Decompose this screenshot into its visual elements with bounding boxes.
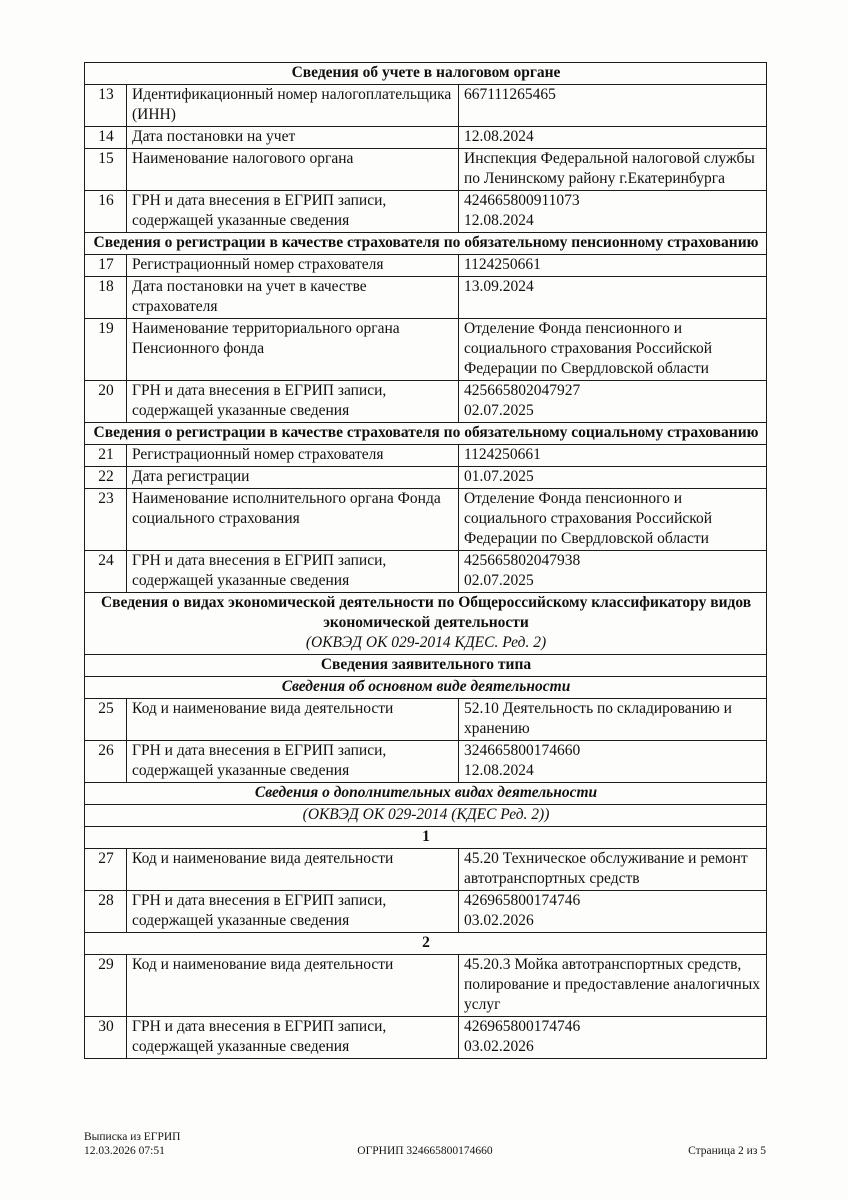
footer-ogrnip: ОГРНИП 324665800174660 <box>357 1144 493 1157</box>
row-label-cell <box>127 551 459 593</box>
row-number: 16 <box>98 192 114 209</box>
section-title <box>85 805 767 827</box>
row-value: 45.20 Техническое обслуживание и ремонт автотранспортных средств <box>464 850 748 887</box>
row-value: 324665800174660 <box>464 742 581 759</box>
row-number: 14 <box>98 128 114 145</box>
row-value-cell <box>459 85 767 127</box>
row-number: 29 <box>98 956 114 973</box>
row-number-cell <box>85 489 127 551</box>
row-number-cell <box>85 741 127 783</box>
section-title-text: Сведения об основном виде деятельности <box>281 678 571 695</box>
row-value-cell <box>459 849 767 891</box>
row-number-cell <box>85 255 127 277</box>
row-value-cell <box>459 277 767 319</box>
section-title <box>85 593 767 655</box>
table-row <box>85 191 767 233</box>
row-number-cell <box>85 381 127 423</box>
row-value-cell <box>459 741 767 783</box>
section-title <box>85 63 767 85</box>
section-header-row <box>85 933 767 955</box>
table-row <box>85 85 767 127</box>
row-label-cell <box>127 955 459 1017</box>
table-row <box>85 741 767 783</box>
section-header-row <box>85 677 767 699</box>
row-value: 426965800174746 <box>464 1018 581 1035</box>
table-row <box>85 1017 767 1059</box>
section-number <box>85 933 767 955</box>
section-header-row <box>85 655 767 677</box>
section-header-row <box>85 783 767 805</box>
table-row <box>85 891 767 933</box>
row-label: ГРН и дата внесения в ЕГРИП записи, содержащей указанные сведения <box>132 1018 387 1055</box>
row-label-cell <box>127 467 459 489</box>
row-value: 1124250661 <box>464 256 541 273</box>
row-value-line2: 03.02.2026 <box>464 912 534 929</box>
row-number-cell <box>85 191 127 233</box>
section-header-row <box>85 63 767 85</box>
table-row <box>85 277 767 319</box>
row-number-cell <box>85 445 127 467</box>
row-number: 28 <box>98 892 114 909</box>
row-number: 15 <box>98 150 114 167</box>
row-number: 18 <box>98 278 114 295</box>
row-label-cell <box>127 85 459 127</box>
row-label: Регистрационный номер страхователя <box>132 256 384 273</box>
row-value: 425665802047938 <box>464 552 581 569</box>
row-number-cell <box>85 551 127 593</box>
table-row <box>85 467 767 489</box>
row-value-line2: 02.07.2025 <box>464 572 534 589</box>
row-value: 667111265465 <box>464 86 556 103</box>
table-row <box>85 149 767 191</box>
table-row <box>85 445 767 467</box>
row-label: Дата регистрации <box>132 468 250 485</box>
row-label-cell <box>127 741 459 783</box>
section-header-row <box>85 827 767 849</box>
row-number: 20 <box>98 382 114 399</box>
row-number-cell <box>85 699 127 741</box>
row-value: 424665800911073 <box>464 192 580 209</box>
row-label: Наименование исполнительного органа Фонда социального страхования <box>132 490 441 527</box>
row-value-cell <box>459 255 767 277</box>
row-label: Код и наименование вида деятельности <box>132 850 394 867</box>
row-label-cell <box>127 445 459 467</box>
footer-page-indicator: Страница 2 из 5 <box>688 1144 766 1157</box>
table-row <box>85 699 767 741</box>
row-value: 426965800174746 <box>464 892 581 909</box>
row-label: ГРН и дата внесения в ЕГРИП записи, содержащей указанные сведения <box>132 742 387 779</box>
row-value-cell <box>459 191 767 233</box>
section-title-text: Сведения заявительного типа <box>320 656 532 673</box>
row-number-cell <box>85 849 127 891</box>
table-row <box>85 319 767 381</box>
row-number: 25 <box>98 700 114 717</box>
row-label-cell <box>127 489 459 551</box>
row-value-cell <box>459 445 767 467</box>
row-label: Идентификационный номер налогоплательщика (ИНН) <box>132 86 452 123</box>
row-value-cell <box>459 149 767 191</box>
section-header-row <box>85 593 767 655</box>
row-label-cell <box>127 319 459 381</box>
section-title-text: Сведения о дополнительных видах деятельности <box>254 784 598 801</box>
section-header-row <box>85 805 767 827</box>
row-value-cell <box>459 467 767 489</box>
row-value: 01.07.2025 <box>464 468 534 485</box>
row-label-cell <box>127 699 459 741</box>
section-subtitle-text: (ОКВЭД ОК 029-2014 КДЕС. Ред. 2) <box>305 634 547 651</box>
row-label-cell <box>127 849 459 891</box>
row-number-cell <box>85 277 127 319</box>
row-number: 26 <box>98 742 114 759</box>
section-number-text: 2 <box>422 934 430 951</box>
row-label-cell <box>127 149 459 191</box>
section-header-row <box>85 233 767 255</box>
row-value: 12.08.2024 <box>464 128 534 145</box>
row-value-cell <box>459 381 767 423</box>
table-row <box>85 955 767 1017</box>
section-title-text: Сведения о регистрации в качестве страхователя по обязательному пенсионному страхованию <box>93 234 759 251</box>
section-title-text: Сведения о видах экономической деятельности по Общероссийскому классификатору видов экономической деятельности <box>100 594 752 631</box>
table-row <box>85 127 767 149</box>
row-label: Код и наименование вида деятельности <box>132 956 394 973</box>
section-title-text: (ОКВЭД ОК 029-2014 (КДЕС Ред. 2)) <box>302 806 550 823</box>
row-value-cell <box>459 489 767 551</box>
row-value: 13.09.2024 <box>464 278 534 295</box>
footer-timestamp: 12.03.2026 07:51 <box>84 1144 165 1157</box>
row-label: Дата постановки на учет <box>132 128 296 145</box>
row-number: 27 <box>98 850 114 867</box>
row-number: 17 <box>98 256 114 273</box>
row-value-cell <box>459 1017 767 1059</box>
row-value-line2: 03.02.2026 <box>464 1038 534 1055</box>
section-title-text: Сведения о регистрации в качестве страхователя по обязательному социальному страхованию <box>93 424 759 441</box>
row-label-cell <box>127 255 459 277</box>
row-label-cell <box>127 191 459 233</box>
table-row <box>85 255 767 277</box>
section-title <box>85 655 767 677</box>
row-number-cell <box>85 149 127 191</box>
row-number-cell <box>85 891 127 933</box>
row-value: Инспекция Федеральной налоговой службы по Ленинскому району г.Екатеринбурга <box>464 150 755 187</box>
row-label-cell <box>127 277 459 319</box>
row-number: 30 <box>98 1018 114 1035</box>
section-number-text: 1 <box>422 828 430 845</box>
row-label: Наименование территориального органа Пенсионного фонда <box>132 320 400 357</box>
row-value-line2: 12.08.2024 <box>464 762 534 779</box>
row-value: Отделение Фонда пенсионного и социального страхования Российской Федерации по Свердловской области <box>464 490 713 547</box>
row-value: 45.20.3 Мойка автотранспортных средств, полирование и предоставление аналогичных услуг <box>464 956 760 1013</box>
row-label-cell <box>127 127 459 149</box>
row-number-cell <box>85 467 127 489</box>
footer-doc-type-label: Выписка из ЕГРИП <box>84 1131 181 1143</box>
row-value-cell <box>459 319 767 381</box>
row-label: Код и наименование вида деятельности <box>132 700 394 717</box>
row-value-cell <box>459 955 767 1017</box>
row-value-cell <box>459 551 767 593</box>
row-number: 21 <box>98 446 114 463</box>
row-label: Регистрационный номер страхователя <box>132 446 384 463</box>
section-title <box>85 783 767 805</box>
row-label: ГРН и дата внесения в ЕГРИП записи, содержащей указанные сведения <box>132 382 387 419</box>
egrip-details-table <box>84 62 767 1059</box>
row-number-cell <box>85 85 127 127</box>
row-number: 19 <box>98 320 114 337</box>
section-title <box>85 233 767 255</box>
section-title <box>85 423 767 445</box>
row-value-line2: 12.08.2024 <box>464 212 534 229</box>
row-value: 52.10 Деятельность по складированию и хранению <box>464 700 732 737</box>
row-value-line2: 02.07.2025 <box>464 402 534 419</box>
row-number-cell <box>85 1017 127 1059</box>
row-label-cell <box>127 891 459 933</box>
row-label-cell <box>127 381 459 423</box>
row-value: 1124250661 <box>464 446 541 463</box>
section-header-row <box>85 423 767 445</box>
row-value: 425665802047927 <box>464 382 581 399</box>
row-number: 22 <box>98 468 114 485</box>
row-value-cell <box>459 891 767 933</box>
row-value-cell <box>459 699 767 741</box>
table-row <box>85 489 767 551</box>
row-number-cell <box>85 955 127 1017</box>
row-label: Наименование налогового органа <box>132 150 354 167</box>
row-number: 13 <box>98 86 114 103</box>
table-row <box>85 849 767 891</box>
row-value-cell <box>459 127 767 149</box>
section-title <box>85 677 767 699</box>
table-row <box>85 551 767 593</box>
row-label: Дата постановки на учет в качестве страхователя <box>132 278 367 315</box>
row-number-cell <box>85 319 127 381</box>
row-label-cell <box>127 1017 459 1059</box>
row-label: ГРН и дата внесения в ЕГРИП записи, содержащей указанные сведения <box>132 892 387 929</box>
table-row <box>85 381 767 423</box>
row-number-cell <box>85 127 127 149</box>
row-number: 23 <box>98 490 114 507</box>
section-number <box>85 827 767 849</box>
row-number: 24 <box>98 552 114 569</box>
row-label: ГРН и дата внесения в ЕГРИП записи, содержащей указанные сведения <box>132 192 387 229</box>
row-label: ГРН и дата внесения в ЕГРИП записи, содержащей указанные сведения <box>132 552 387 589</box>
row-value: Отделение Фонда пенсионного и социального страхования Российской Федерации по Свердловской области <box>464 320 713 377</box>
section-title-text: Сведения об учете в налоговом органе <box>291 64 561 81</box>
